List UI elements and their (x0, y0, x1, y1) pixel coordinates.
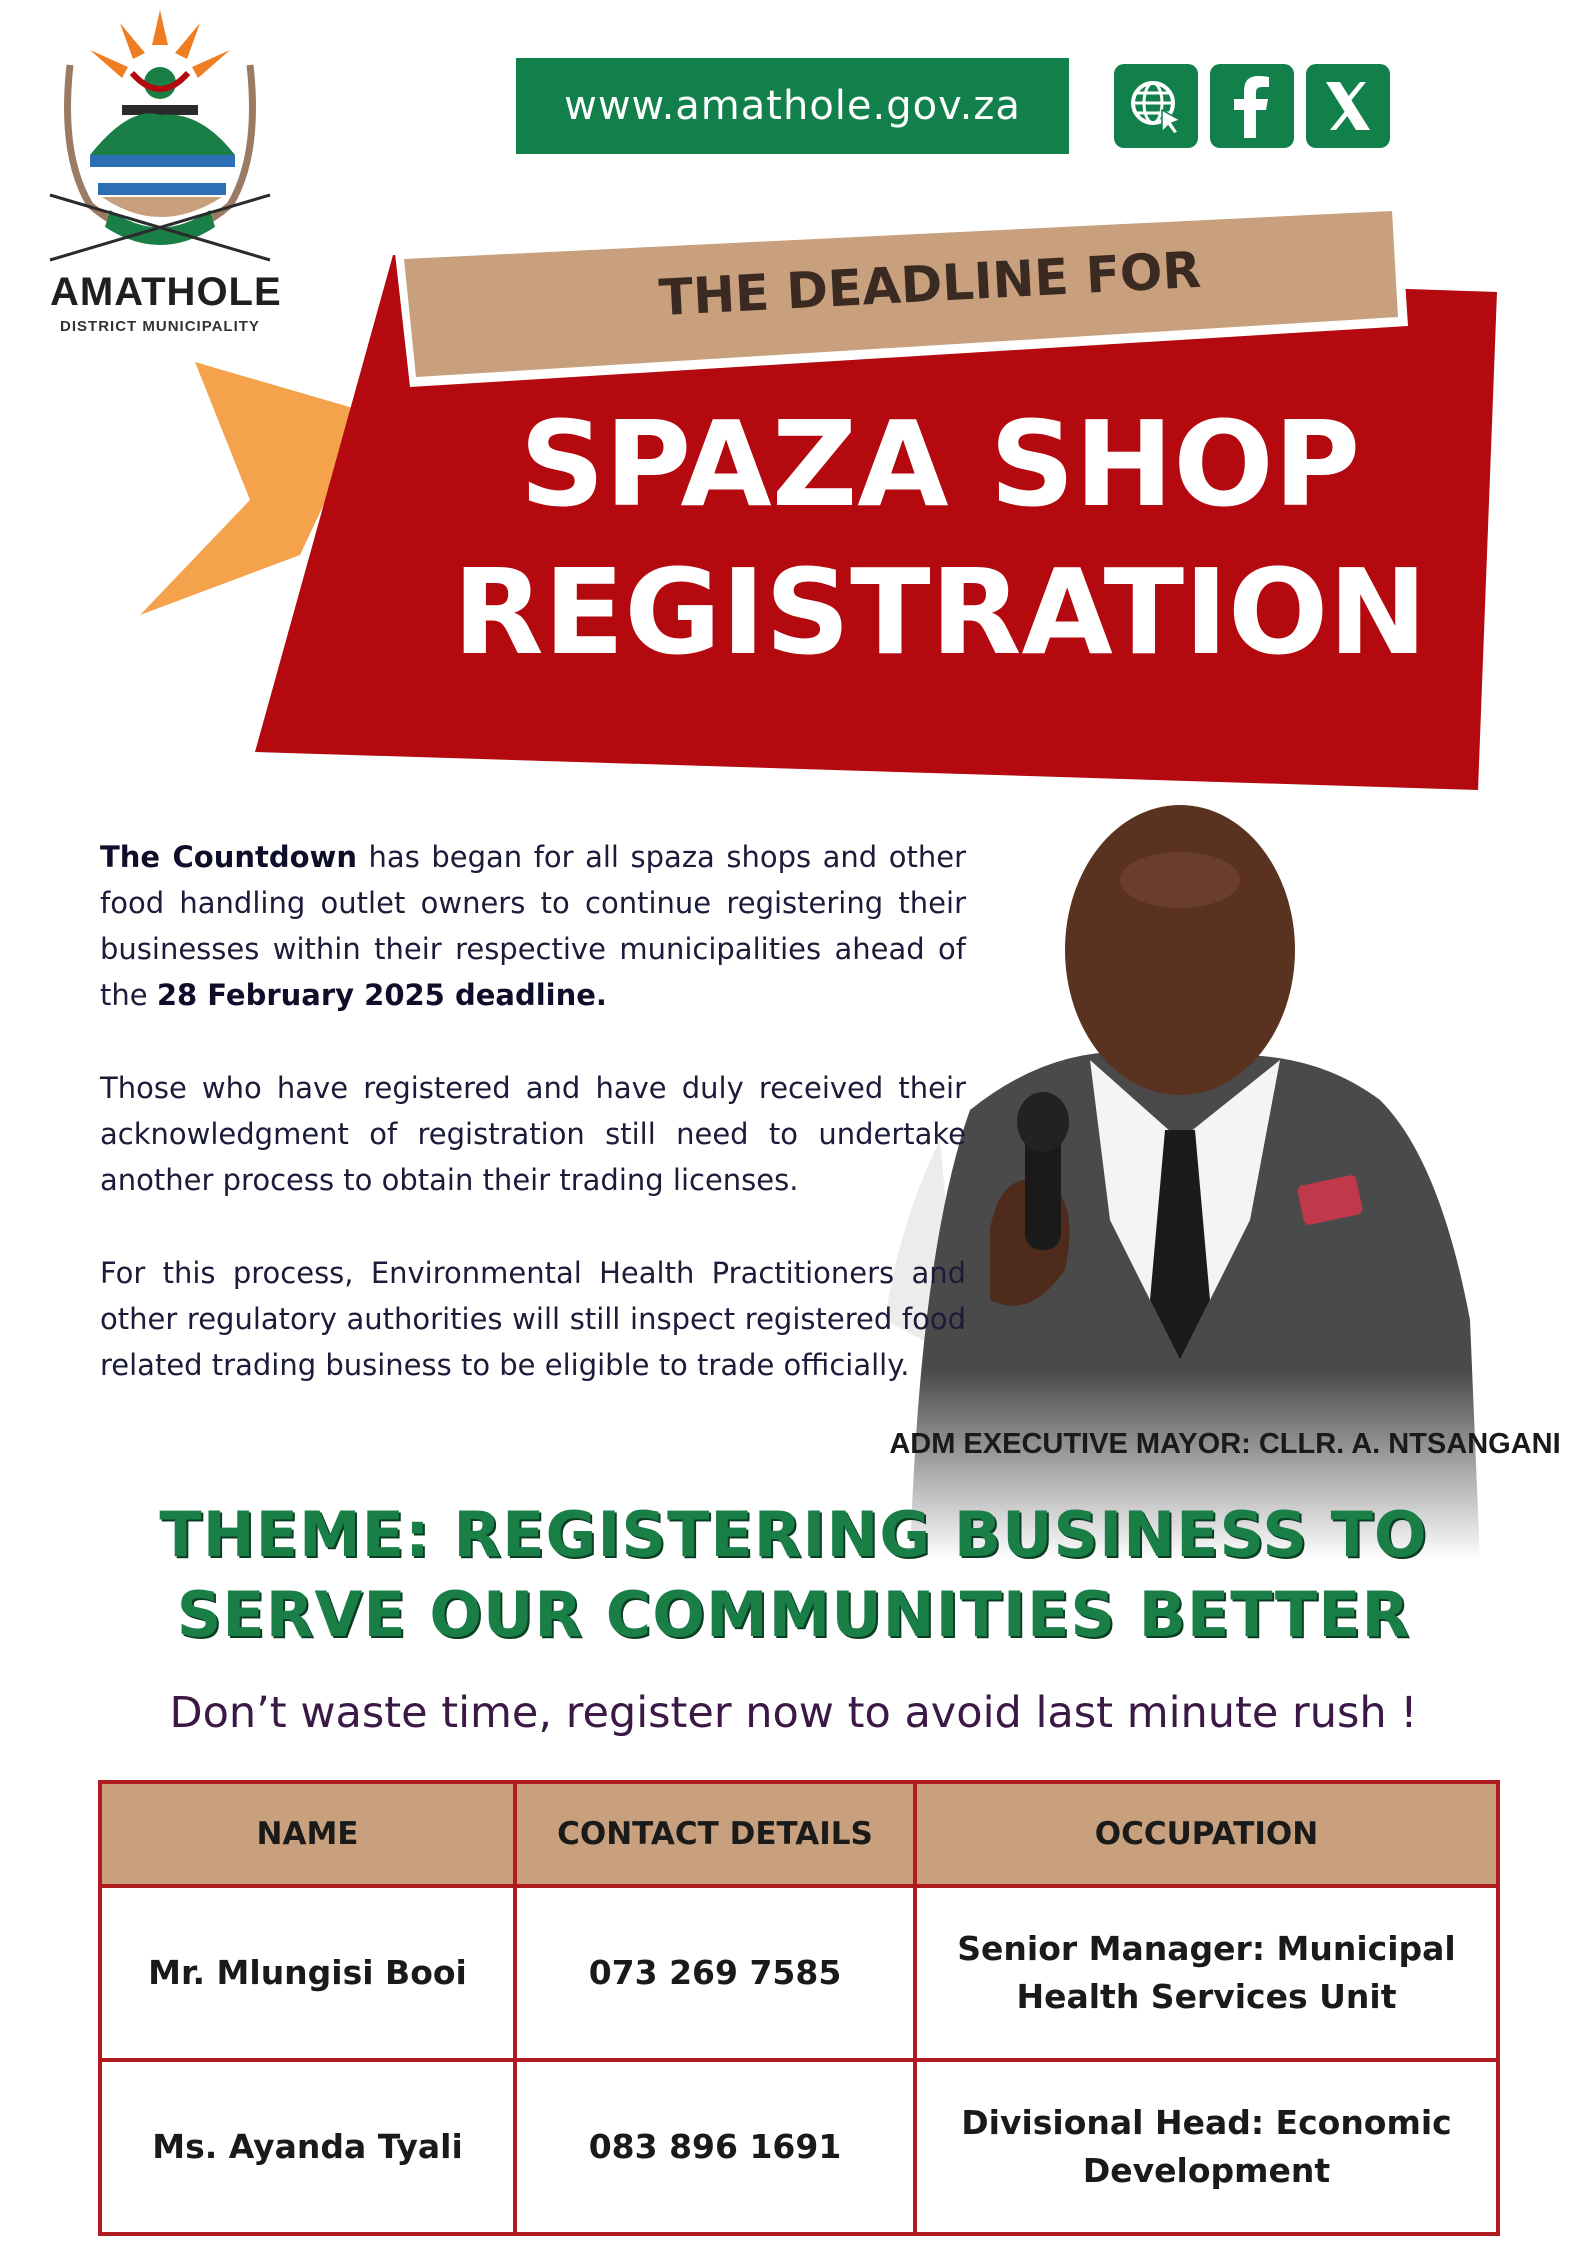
contact-name: Mr. Mlungisi Booi (100, 1886, 515, 2060)
contacts-table (98, 1780, 1500, 2236)
contact-occupation: Divisional Head: Economic Development (915, 2060, 1498, 2234)
emblem-water-1 (90, 155, 235, 167)
website-link[interactable]: www.amathole.gov.za (516, 58, 1069, 154)
emblem-trees (122, 105, 198, 115)
contact-name: Ms. Ayanda Tyali (100, 2060, 515, 2234)
countdown-text: has began for all spaza shops and other food handling outlet owners to continue registering their businesses within their respective municipalities ahead of the (100, 840, 967, 1012)
website-globe-icon[interactable] (1114, 64, 1198, 148)
emblem-water-3 (98, 183, 226, 195)
x-button[interactable] (1306, 64, 1390, 148)
countdown-lead: The Countdown (100, 840, 357, 874)
facebook-icon (1224, 74, 1280, 138)
emblem-water-2 (95, 170, 230, 180)
paragraph-countdown (100, 834, 966, 1018)
headline-line-2: REGISTRATION (452, 543, 1428, 681)
banner-kicker: THE DEADLINE FOR (657, 240, 1203, 328)
paragraph-inspection: For this process, Environmental Health Practitioners and other regulatory authorities will still inspect registered food related trading business to be eligible to trade officially. (100, 1256, 966, 1382)
contact-phone[interactable]: 083 896 1691 (515, 2060, 915, 2234)
mayor-caption: ADM EXECUTIVE MAYOR: CLLR. A. NTSANGANI (889, 1428, 1561, 1460)
emblem-hills (90, 113, 235, 155)
headline-line-1: SPAZA SHOP (519, 395, 1361, 533)
table-row (100, 1886, 1498, 2060)
x-icon (1320, 78, 1376, 134)
table-header-row (100, 1782, 1498, 1886)
header-contact: CONTACT DETAILS (515, 1782, 915, 1886)
contact-occupation: Senior Manager: Municipal Health Services Unit (915, 1886, 1498, 2060)
theme-line-1: THEME: REGISTERING BUSINESS TO (159, 1498, 1428, 1571)
table-row (100, 2060, 1498, 2234)
logo-title: AMATHOLE (50, 270, 282, 314)
logo-subtitle: DISTRICT MUNICIPALITY (60, 318, 260, 335)
deadline-date: 28 February 2025 deadline. (156, 978, 607, 1012)
globe-cursor-icon (1126, 76, 1186, 136)
facebook-button[interactable] (1210, 64, 1294, 148)
header-name: NAME (100, 1782, 515, 1886)
emblem-head (144, 67, 176, 99)
theme-line-2: SERVE OUR COMMUNITIES BETTER (176, 1578, 1411, 1651)
tagline: Don’t waste time, register now to avoid last minute rush ! (169, 1688, 1418, 1738)
contact-phone[interactable]: 073 269 7585 (515, 1886, 915, 2060)
header-occupation: OCCUPATION (915, 1782, 1498, 1886)
paragraph-registration: Those who have registered and have duly received their acknowledgment of registration still need to undertake another process to obtain their trading licenses. (100, 1071, 966, 1197)
